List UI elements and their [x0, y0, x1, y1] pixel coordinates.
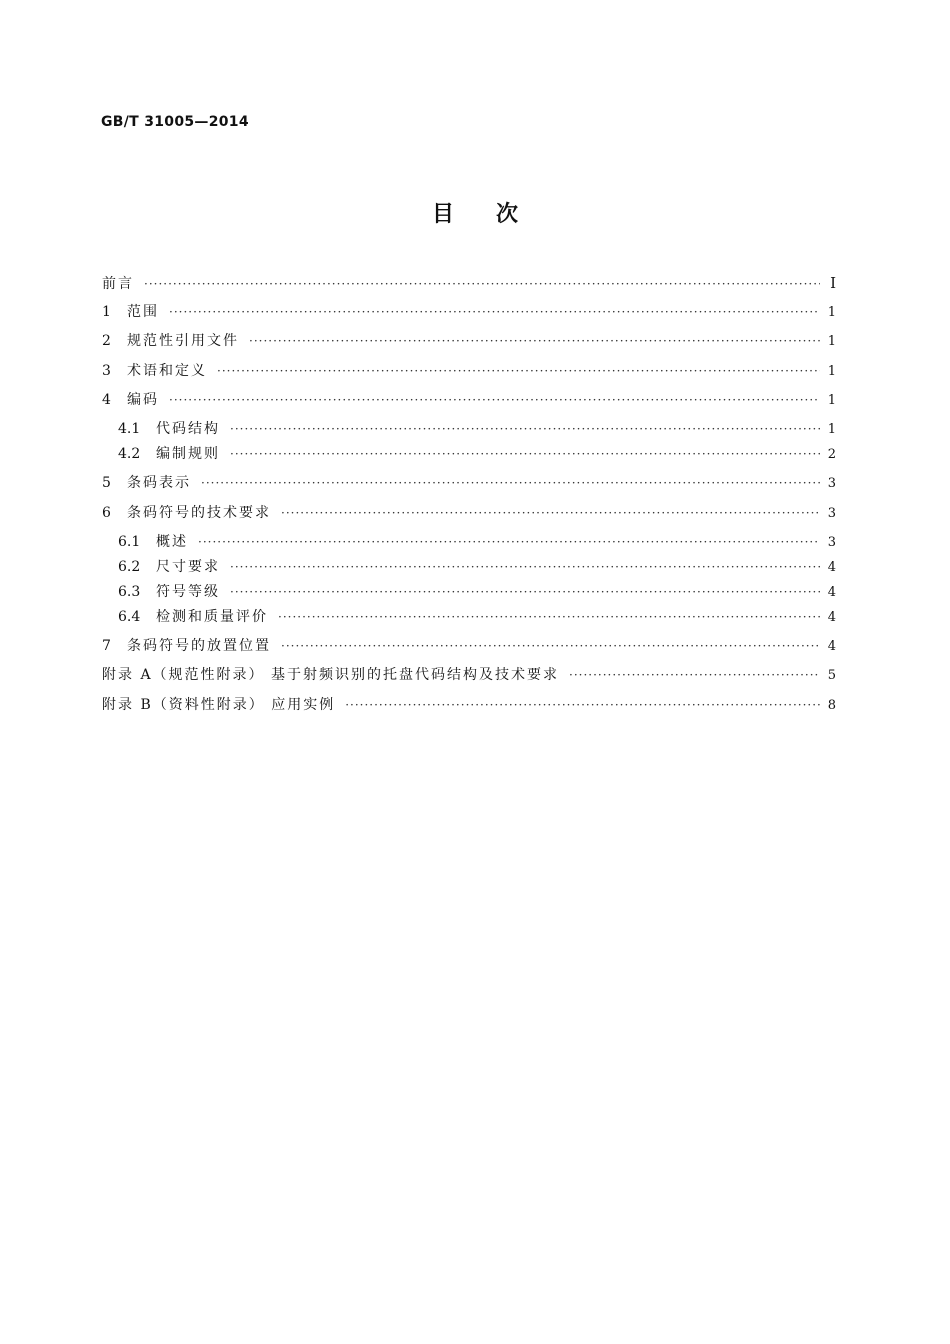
toc-entry[interactable]	[102, 472, 836, 492]
toc-entry-label: 附录 B（资料性附录） 应用实例	[102, 697, 336, 713]
toc-entry-page: 4	[827, 585, 836, 600]
toc-entry-page: 5	[827, 668, 836, 683]
toc-entry[interactable]	[102, 443, 836, 463]
toc-entry[interactable]	[102, 389, 836, 409]
toc-entry-page: 4	[827, 560, 836, 575]
toc-entry-page: 3	[827, 535, 836, 550]
toc-entry-label: 前言	[102, 276, 134, 292]
toc-entry[interactable]	[102, 664, 836, 684]
toc-dot-leader	[230, 447, 820, 461]
toc-entry-page: 1	[827, 422, 836, 437]
toc-dot-leader	[278, 610, 820, 624]
toc-entry[interactable]	[102, 694, 836, 714]
toc-entry-number: 3	[102, 363, 111, 379]
toc-dot-leader	[230, 560, 820, 574]
toc-entry-number: 6.1	[118, 534, 141, 550]
toc-dot-leader	[169, 393, 820, 407]
toc-entry-number: 1	[102, 304, 111, 320]
toc-entry-label: 尺寸要求	[156, 559, 220, 575]
toc-entry-number: 2	[102, 333, 111, 349]
toc-entry-label: 附录 A（规范性附录） 基于射频识别的托盘代码结构及技术要求	[102, 667, 560, 683]
toc-entry-page: 8	[827, 698, 836, 713]
toc-entry-label: 条码表示	[127, 475, 191, 491]
toc-entry-label: 规范性引用文件	[127, 333, 239, 349]
toc-entry-page: 4	[827, 610, 836, 625]
toc-entry-number: 5	[102, 475, 111, 491]
toc-entry[interactable]	[102, 273, 836, 293]
document-code: GB/T 31005—2014	[101, 114, 249, 130]
toc-dot-leader	[230, 585, 820, 599]
toc-dot-leader	[281, 506, 820, 520]
toc-entry[interactable]	[102, 330, 836, 350]
toc-entry-page: 3	[827, 506, 836, 521]
toc-entry[interactable]	[102, 360, 836, 380]
toc-entry-label: 检测和质量评价	[156, 609, 268, 625]
toc-entry-label: 条码符号的放置位置	[127, 638, 271, 654]
toc-entry-number: 4.2	[118, 446, 141, 462]
toc-entry-label: 条码符号的技术要求	[127, 505, 271, 521]
toc-entry[interactable]	[102, 301, 836, 321]
toc-entry-number: 6.4	[118, 609, 141, 625]
toc-dot-leader	[230, 422, 820, 436]
toc-dot-leader	[569, 668, 820, 682]
toc-entry-page: 4	[827, 639, 836, 654]
toc-entry-label: 编制规则	[156, 446, 220, 462]
toc-entry[interactable]	[102, 556, 836, 576]
toc-entry[interactable]	[102, 502, 836, 522]
toc-entry-number: 4	[102, 392, 111, 408]
toc-entry-label: 术语和定义	[127, 363, 207, 379]
toc-entry-label: 符号等级	[156, 584, 220, 600]
toc-dot-leader	[144, 277, 820, 291]
toc-entry-label: 代码结构	[156, 421, 220, 437]
toc-entry-page: I	[830, 274, 836, 292]
toc-title: 目次	[431, 202, 560, 227]
toc-entry[interactable]	[102, 531, 836, 551]
toc-entry-page: 2	[827, 447, 836, 462]
toc-entry-page: 1	[827, 334, 836, 349]
toc-dot-leader	[201, 476, 820, 490]
toc-entry-number: 7	[102, 638, 111, 654]
toc-entry-number: 6	[102, 505, 111, 521]
toc-entry-label: 概述	[156, 534, 188, 550]
toc-entry-page: 3	[827, 476, 836, 491]
toc-entry[interactable]	[102, 581, 836, 601]
toc-entry-number: 4.1	[118, 421, 141, 437]
toc-entry-number: 6.3	[118, 584, 141, 600]
toc-dot-leader	[249, 334, 820, 348]
toc-dot-leader	[281, 639, 820, 653]
toc-entry-page: 1	[827, 305, 836, 320]
toc-dot-leader	[345, 698, 820, 712]
toc-dot-leader	[217, 364, 820, 378]
toc-entry-label: 范围	[127, 304, 159, 320]
toc-entry[interactable]	[102, 418, 836, 438]
toc-entry-page: 1	[827, 364, 836, 379]
toc-entry-page: 1	[827, 393, 836, 408]
toc-entry-label: 编码	[127, 392, 159, 408]
toc-entry[interactable]	[102, 606, 836, 626]
toc-dot-leader	[169, 305, 820, 319]
toc-dot-leader	[198, 535, 820, 549]
toc-entry-number: 6.2	[118, 559, 141, 575]
toc-entry[interactable]	[102, 635, 836, 655]
